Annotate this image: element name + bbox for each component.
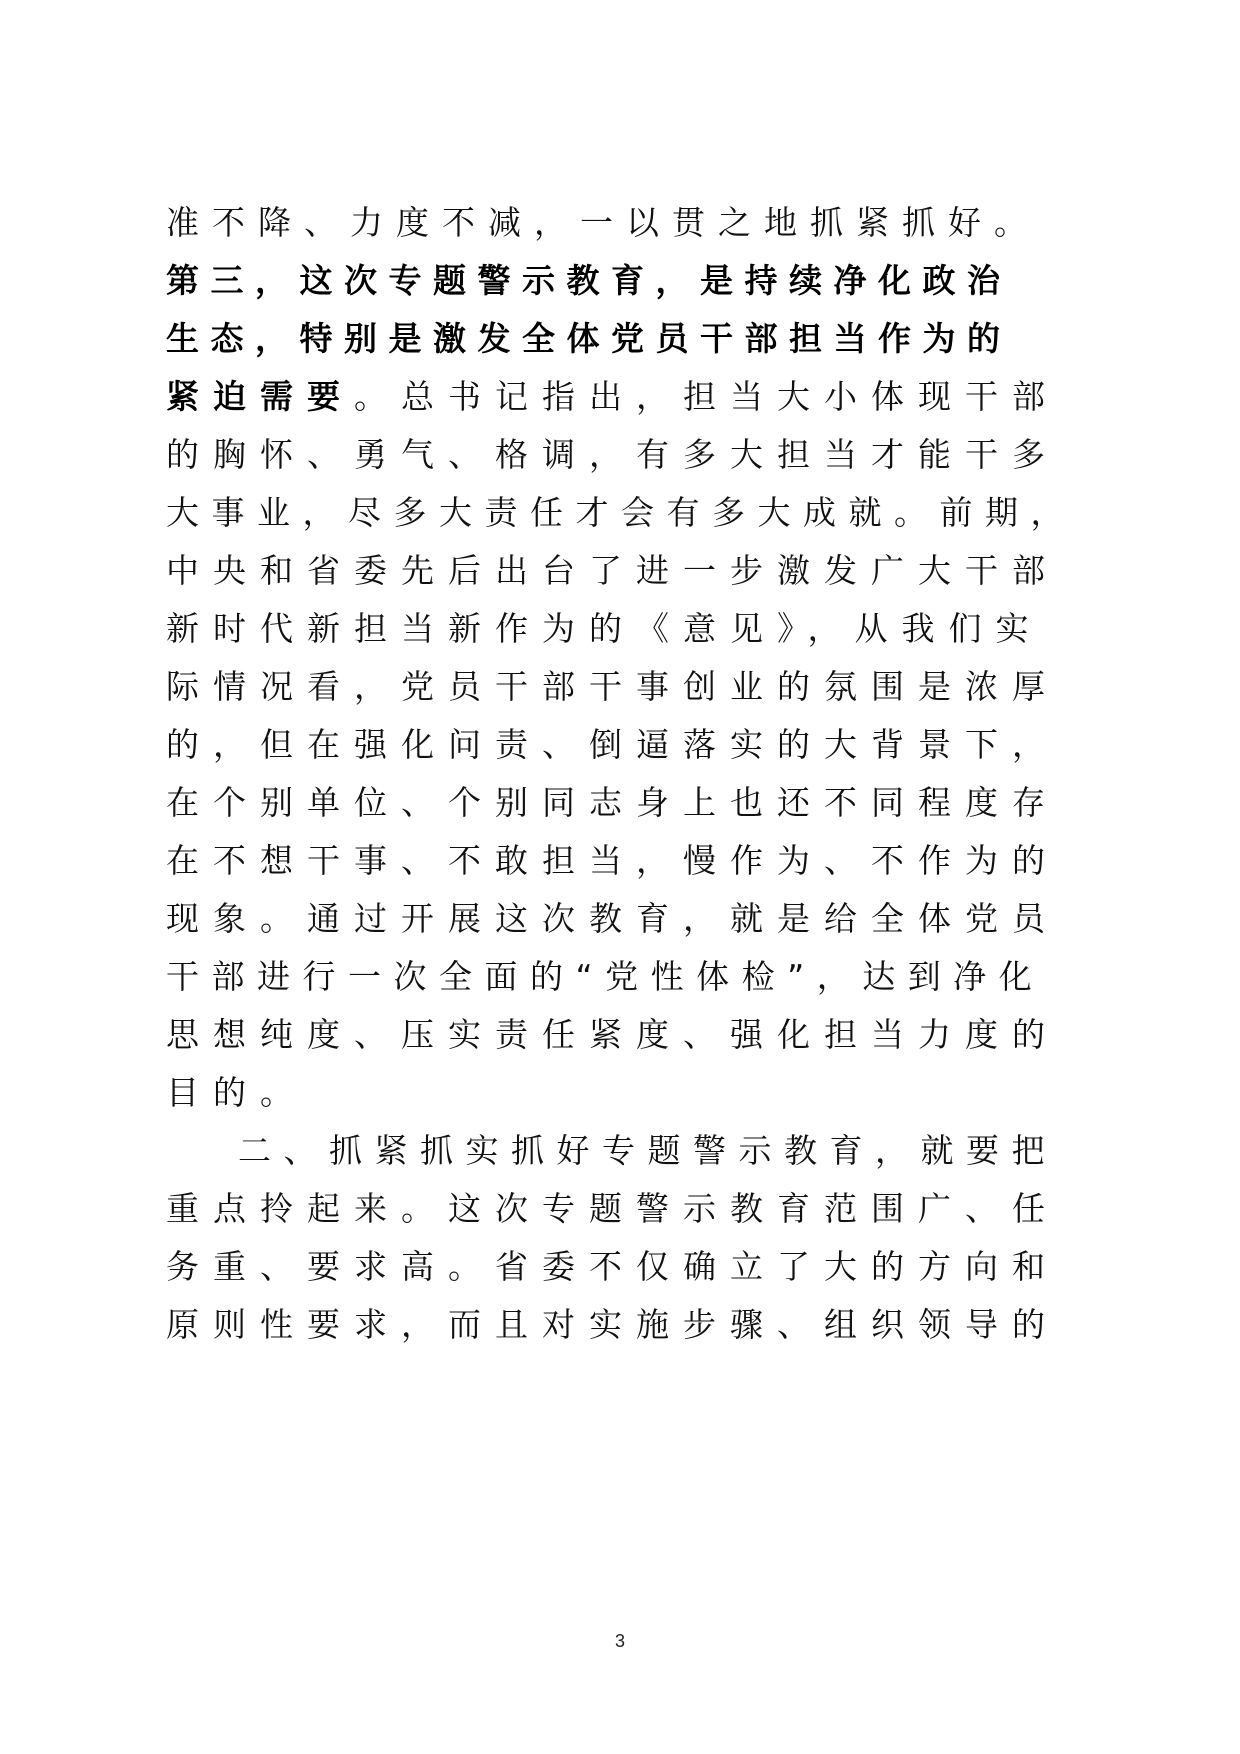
text-line-20 [166,1292,1066,1358]
text-line-3 [166,306,1066,372]
text-line-15 [166,1002,1066,1068]
text-line-11 [166,770,1066,836]
line-4-bold: 紧迫需要 [166,377,354,416]
line-2-bold: 第三，这次专题警示教育，是持续净化政治 [166,261,1012,300]
line-13-text: 现象。通过开展这次教育，就是给全体党员 [166,899,1059,938]
line-4-text: 。总书记指出，担当大小体现干部 [354,377,1059,416]
text-line-18 [166,1176,1066,1242]
text-line-9 [166,654,1066,720]
line-18-text: 重点拎起来。这次专题警示教育范围广、任 [166,1189,1059,1228]
text-line-5 [166,422,1066,488]
line-19-text: 务重、要求高。省委不仅确立了大的方向和 [166,1247,1059,1286]
line-11-text: 在个别单位、个别同志身上也还不同程度存 [166,783,1059,822]
text-line-12 [166,828,1066,894]
text-line-19 [166,1234,1066,1300]
text-line-2 [166,248,1066,314]
line-7-text: 中央和省委先后出台了进一步激发广大干部 [166,551,1059,590]
line-6-text: 大事业，尽多大责任才会有多大成就。前期， [166,493,1076,532]
line-8-text: 新时代新担当新作为的《意见》，从我们实 [166,609,1043,648]
text-line-17 [238,1118,1138,1184]
text-line-10 [166,712,1066,778]
page-number: 3 [614,1631,625,1651]
line-15-text: 思想纯度、压实责任紧度、强化担当力度的 [166,1015,1059,1054]
line-3-bold: 生态，特别是激发全体党员干部担当作为的 [166,319,1012,358]
line-17-text: 二、抓紧抓实抓好专题警示教育，就要把 [238,1131,1057,1170]
line-10-text: 的，但在强化问责、倒逼落实的大背景下， [166,725,1059,764]
text-line-1 [166,190,1066,256]
line-9-text: 际情况看，党员干部干事创业的氛围是浓厚 [166,667,1059,706]
line-5-text: 的胸怀、勇气、格调，有多大担当才能干多 [166,435,1059,474]
line-20-text: 原则性要求，而且对实施步骤、组织领导的 [166,1305,1059,1344]
text-line-6 [166,480,1076,546]
line-1-text: 准不降、力度不减，一以贯之地抓紧抓好。 [166,203,1040,242]
line-16-text: 目的。 [166,1073,307,1112]
text-line-16 [166,1060,1066,1126]
text-line-14 [166,944,1066,1010]
line-14-text: 干部进行一次全面的“党性体检”，达到净化 [166,957,1045,996]
line-12-text: 在不想干事、不敢担当，慢作为、不作为的 [166,841,1059,880]
text-line-13 [166,886,1066,952]
text-line-4 [166,364,1066,430]
text-line-8 [166,596,1066,662]
text-line-7 [166,538,1066,604]
